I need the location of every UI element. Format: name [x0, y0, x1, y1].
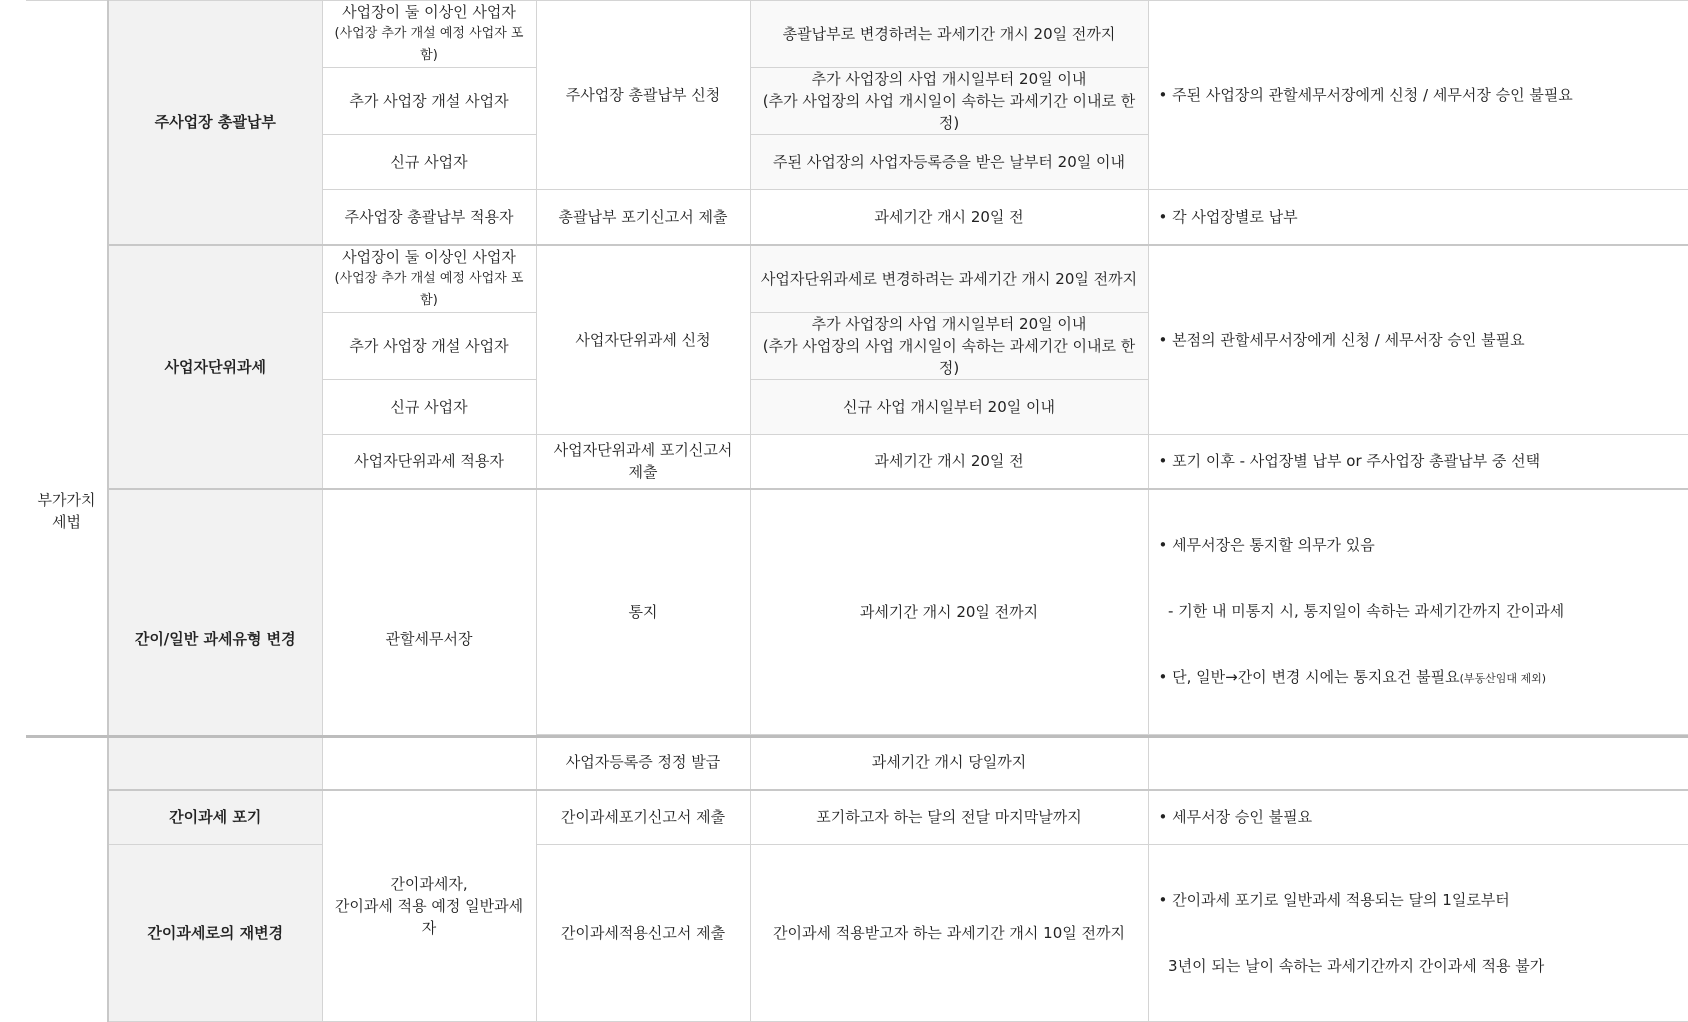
procedure-cell: 간이과세포기신고서 제출 [536, 790, 750, 845]
target-cell: 주사업장 총괄납부 적용자 [322, 190, 536, 245]
note-cell: • 세무서장은 통지할 의무가 있음 - 기한 내 미통지 시, 통지일이 속하는 과세기간까지 간이과세 • 단, 일반→간이 변경 시에는 통지요건 불필요(부동산임대 제외) [1148, 489, 1688, 735]
target-cell: 추가 사업장 개설 사업자 [322, 312, 536, 379]
section-title: 주사업장 총괄납부 [108, 1, 322, 245]
deadline-cell: 과세기간 개시 20일 전 [750, 190, 1148, 245]
deadline-cell: 포기하고자 하는 달의 전달 마지막날까지 [750, 790, 1148, 845]
deadline-cell: 추가 사업장의 사업 개시일부터 20일 이내 (추가 사업장의 사업 개시일이 속하는 과세기간 이내로 한정) [750, 68, 1148, 135]
target-cell: 추가 사업장 개설 사업자 [322, 68, 536, 135]
deadline-cell: 추가 사업장의 사업 개시일부터 20일 이내 (추가 사업장의 사업 개시일이 속하는 과세기간 이내로 한정) [750, 312, 1148, 379]
section-title: 간이과세 포기 [108, 790, 322, 845]
target-cell: 신규 사업자 [322, 379, 536, 434]
procedure-cell: 사업자등록증 정정 발급 [536, 735, 750, 790]
deadline-cell: 주된 사업장의 사업자등록증을 받은 날부터 20일 이내 [750, 135, 1148, 190]
note-cell: • 주된 사업장의 관할세무서장에게 신청 / 세무서장 승인 불필요 [1148, 1, 1688, 190]
procedure-cell: 통지 [536, 489, 750, 735]
deadline-cell: 신규 사업 개시일부터 20일 이내 [750, 379, 1148, 434]
deadline-cell: 과세기간 개시 당일까지 [750, 735, 1148, 790]
note-cell: • 본점의 관할세무서장에게 신청 / 세무서장 승인 불필요 [1148, 245, 1688, 435]
note-cell: • 포기 이후 - 사업장별 납부 or 주사업장 총괄납부 중 선택 [1148, 434, 1688, 489]
target-cell: 사업장이 둘 이상인 사업자 (사업장 추가 개설 예정 사업자 포함) [322, 245, 536, 313]
deadline-cell: 과세기간 개시 20일 전까지 [750, 489, 1148, 735]
procedure-cell: 사업자단위과세 신청 [536, 245, 750, 435]
procedure-cell: 사업자단위과세 포기신고서 제출 [536, 434, 750, 489]
category-label: 부가가치 세법 [26, 1, 108, 1022]
vat-procedure-table [26, 0, 1688, 1022]
note-cell: • 간이과세 포기로 일반과세 적용되는 달의 1일로부터 3년이 되는 날이 속하는 과세기간까지 간이과세 적용 불가 [1148, 845, 1688, 1022]
note-cell: • 세무서장 승인 불필요 [1148, 790, 1688, 845]
procedure-cell: 간이과세적용신고서 제출 [536, 845, 750, 1022]
note-cell: • 각 사업장별로 납부 [1148, 190, 1688, 245]
target-cell: 신규 사업자 [322, 135, 536, 190]
procedure-cell: 총괄납부 포기신고서 제출 [536, 190, 750, 245]
target-cell: 사업장이 둘 이상인 사업자 (사업장 추가 개설 예정 사업자 포함) [322, 1, 536, 68]
section-title: 간이/일반 과세유형 변경 [108, 489, 322, 790]
target-cell: 간이과세자, 간이과세 적용 예정 일반과세자 [322, 790, 536, 1022]
target-cell: 관할세무서장 [322, 489, 536, 790]
procedure-cell: 주사업장 총괄납부 신청 [536, 1, 750, 190]
deadline-cell: 과세기간 개시 20일 전 [750, 434, 1148, 489]
deadline-cell: 간이과세 적용받고자 하는 과세기간 개시 10일 전까지 [750, 845, 1148, 1022]
note-cell [1148, 735, 1688, 790]
section-title: 간이과세로의 재변경 [108, 845, 322, 1022]
section-title: 사업자단위과세 [108, 245, 322, 490]
deadline-cell: 총괄납부로 변경하려는 과세기간 개시 20일 전까지 [750, 1, 1148, 68]
target-cell: 사업자단위과세 적용자 [322, 434, 536, 489]
deadline-cell: 사업자단위과세로 변경하려는 과세기간 개시 20일 전까지 [750, 245, 1148, 313]
